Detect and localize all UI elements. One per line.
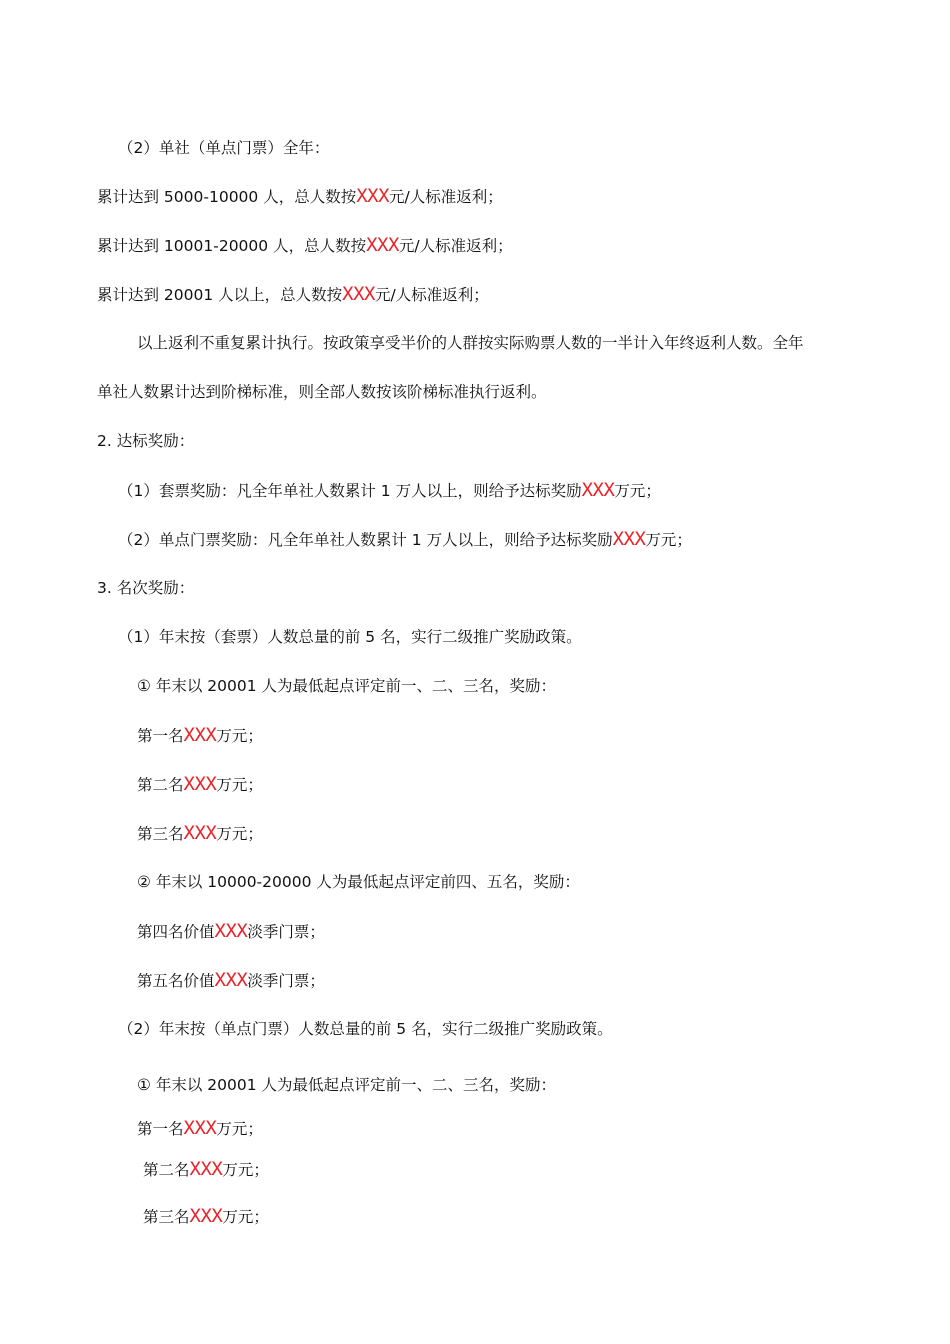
placeholder-amount: XXX — [612, 528, 646, 550]
rank3-line-2 — [143, 1206, 269, 1227]
section2-item2 — [118, 529, 692, 550]
tier2-unit: 元/人标准返利； — [398, 237, 513, 255]
note-line-1: 以上返利不重复累计执行。按政策享受半价的人群按实际购票人数的一半计入年终返利人数。全年 — [137, 334, 804, 352]
rank2-label: 第二名 — [143, 1161, 190, 1179]
section3-item2-sub-a: ① 年末以 20001 人为最低起点评定前一、二、三名，奖励： — [137, 1076, 556, 1094]
note-line-2: 单社人数累计达到阶梯标准，则全部人数按该阶梯标准执行返利。 — [97, 383, 547, 401]
rank1-line-2 — [137, 1118, 263, 1139]
tier1-text: 累计达到 5000-10000 人，总人数按 — [97, 188, 357, 206]
tier1-unit: 元/人标准返利； — [389, 188, 503, 206]
rank5-label: 第五名价值 — [137, 972, 215, 990]
rank2-line-2 — [143, 1159, 269, 1180]
section2-title: 2. 达标奖励： — [97, 432, 195, 450]
rank1-label: 第一名 — [137, 727, 184, 745]
rank4-label: 第四名价值 — [137, 923, 215, 941]
rank3-unit: 万元； — [222, 1208, 269, 1226]
placeholder-amount: XXX — [183, 822, 217, 844]
placeholder-amount: XXX — [581, 479, 615, 501]
section2-item1 — [118, 480, 661, 501]
section2-item1-unit: 万元； — [614, 482, 661, 500]
section2-item2-unit: 万元； — [645, 531, 692, 549]
placeholder-amount: XXX — [366, 234, 399, 256]
tier2-text: 累计达到 10001-20000 人，总人数按 — [97, 237, 367, 255]
rank1-unit: 万元； — [216, 727, 263, 745]
rank2-line — [137, 774, 263, 795]
section2-item1-text: （1）套票奖励：凡全年单社人数累计 1 万人以上，则给予达标奖励 — [118, 482, 582, 500]
tier3-unit: 元/人标准返利； — [375, 286, 489, 304]
rank4-line — [137, 921, 325, 942]
rank3-line — [137, 823, 263, 844]
section3-item1-sub-b: ② 年末以 10000-20000 人为最低起点评定前四、五名，奖励： — [137, 873, 580, 891]
placeholder-amount: XXX — [342, 283, 375, 305]
rank3-label: 第三名 — [143, 1208, 190, 1226]
placeholder-amount: XXX — [214, 920, 248, 942]
rank2-unit: 万元； — [222, 1161, 269, 1179]
placeholder-amount: XXX — [189, 1205, 223, 1227]
placeholder-amount: XXX — [183, 724, 217, 746]
rank1-unit: 万元； — [216, 1120, 263, 1138]
rank4-ticket: 淡季门票； — [247, 923, 325, 941]
rank5-line — [137, 970, 325, 991]
section1-item2-heading: （2）单社（单点门票）全年： — [118, 139, 330, 157]
rank1-label: 第一名 — [137, 1120, 184, 1138]
tier3-line — [97, 284, 489, 305]
section3-item1-sub-a: ① 年末以 20001 人为最低起点评定前一、二、三名，奖励： — [137, 677, 556, 695]
placeholder-amount: XXX — [214, 969, 248, 991]
rank2-unit: 万元； — [216, 776, 263, 794]
rank1-line — [137, 725, 263, 746]
placeholder-amount: XXX — [189, 1158, 223, 1180]
section2-item2-text: （2）单点门票奖励：凡全年单社人数累计 1 万人以上，则给予达标奖励 — [118, 531, 613, 549]
placeholder-amount: XXX — [183, 1117, 217, 1139]
tier1-line — [97, 186, 503, 207]
tier2-line — [97, 235, 513, 256]
rank3-unit: 万元； — [216, 825, 263, 843]
section3-item1: （1）年末按（套票）人数总量的前 5 名，实行二级推广奖励政策。 — [118, 628, 582, 646]
section3-item2: （2）年末按（单点门票）人数总量的前 5 名，实行二级推广奖励政策。 — [118, 1020, 613, 1038]
placeholder-amount: XXX — [356, 185, 390, 207]
placeholder-amount: XXX — [183, 773, 217, 795]
rank5-ticket: 淡季门票； — [247, 972, 325, 990]
rank2-label: 第二名 — [137, 776, 184, 794]
tier3-text: 累计达到 20001 人以上，总人数按 — [97, 286, 343, 304]
section3-title: 3. 名次奖励： — [97, 579, 195, 597]
rank3-label: 第三名 — [137, 825, 184, 843]
